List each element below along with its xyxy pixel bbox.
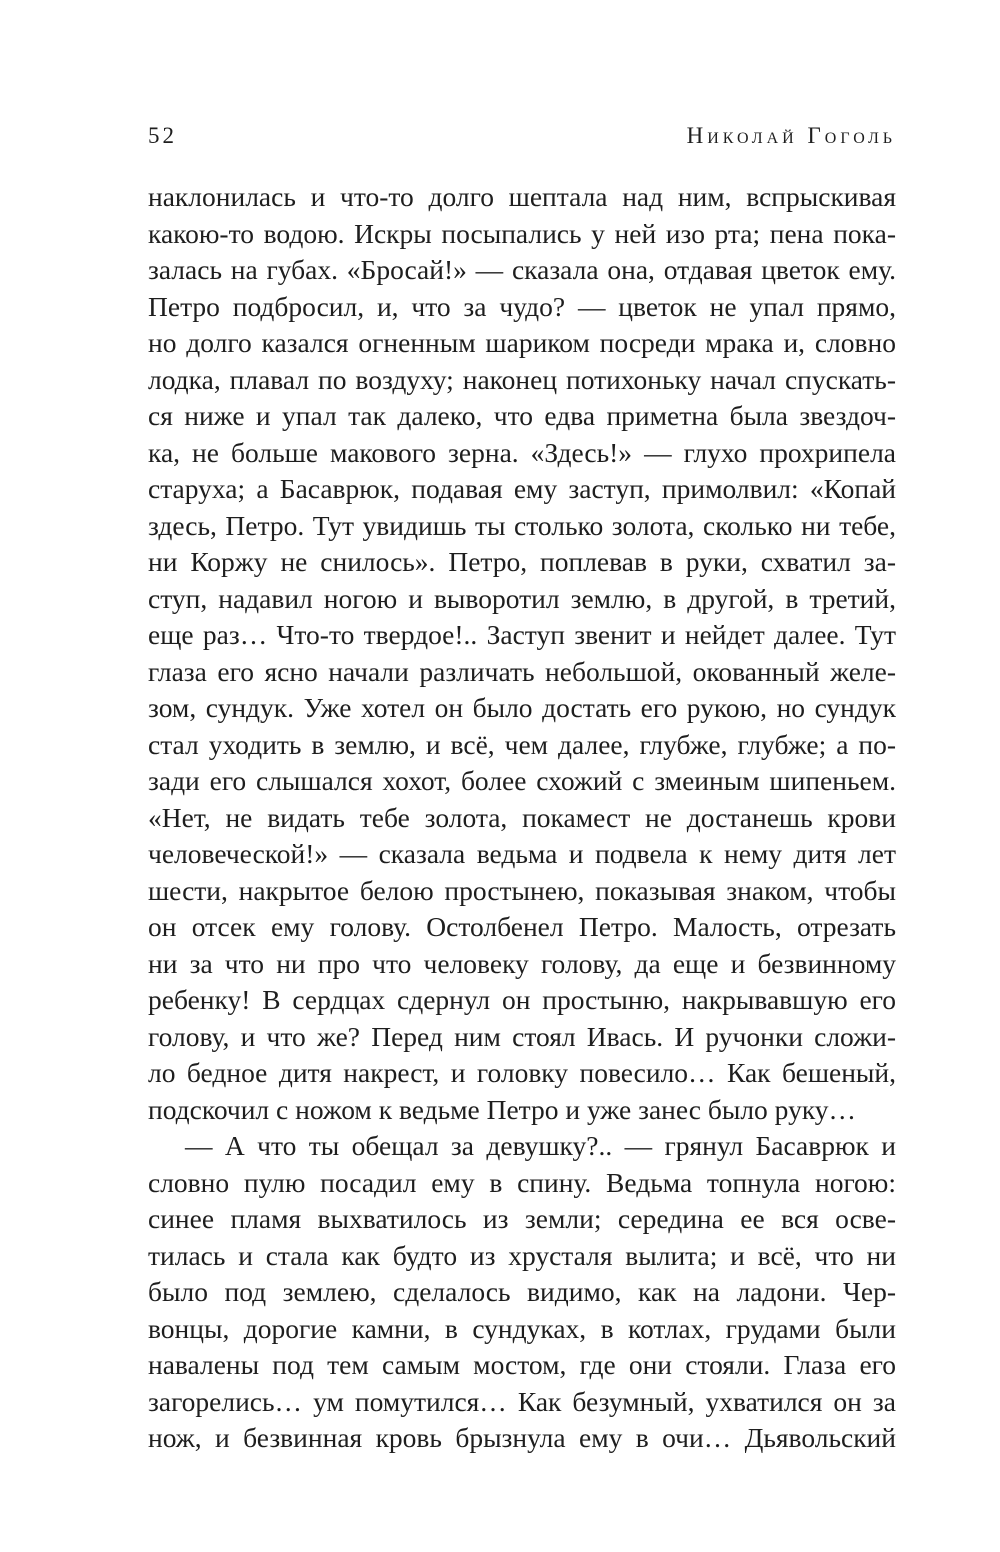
text-line: старуха; а Басаврюк, подавая ему заступ, примолвил: «Копай	[148, 473, 896, 504]
text-line: подскочил с ножом к ведьме Петро и уже занес было руку…	[148, 1093, 857, 1125]
text-line: — А что ты обещал за девушку?.. — грянул Басаврюк и	[185, 1130, 896, 1161]
text-line: ка, не больше макового зерна. «Здесь!» — глухо прохрипела	[148, 436, 896, 468]
text-line: вонцы, дорогие камни, в сундуках, в котлах, грудами были	[148, 1312, 896, 1344]
text-line: лодка, плавал по воздуху; наконец потихоньку начал спускать-	[148, 363, 896, 395]
text-line: но долго казался огненным шариком посреди мрака и, словно	[148, 327, 896, 358]
text-line: он отсек ему голову. Остолбенел Петро. Малость, отрезать	[148, 911, 896, 942]
text-line: нож, и безвинная кровь брызнула ему в очи… Дьявольский	[148, 1422, 896, 1453]
text-line: загорелись… ум помутился… Как безумный, ухватился он за	[148, 1385, 896, 1417]
running-head	[148, 118, 896, 154]
text-line: еще раз… Что-то твердое!.. Заступ звенит и нейдет далее. Тут	[148, 619, 896, 650]
text-line: словно пулю посадил ему в спину. Ведьма топнула ногою:	[148, 1166, 896, 1198]
text-line: наклонилась и что-то долго шептала над ним, вспрыскивая	[148, 181, 896, 212]
text-line: голову, и что же? Перед ним стоял Ивась. И ручонки сложи-	[148, 1020, 896, 1052]
body-text	[148, 179, 896, 1457]
text-line: человеческой!» — сказала ведьма и подвела к нему дитя лет	[148, 838, 896, 869]
page-number: 52	[148, 123, 177, 148]
text-line: было под землею, сделалось видимо, как на ладони. Чер-	[148, 1276, 896, 1307]
text-line: зом, сундук. Уже хотел он было достать его рукою, но сундук	[148, 692, 896, 723]
text-line: синее пламя выхватилось из земли; середина ее вся осве-	[148, 1203, 896, 1234]
text-line: стал уходить в землю, и всё, чем далее, глубже, глубже; а по-	[148, 728, 896, 760]
text-line: зади его слышался хохот, более схожий с змеиным шипеньем.	[148, 765, 896, 796]
text-line: «Нет, не видать тебе золота, покамест не достанешь крови	[148, 801, 896, 833]
text-line: ся ниже и упал так далеко, что едва приметна была звездоч-	[148, 400, 896, 431]
running-head-author: Николай Гоголь	[686, 123, 896, 148]
text-line: глаза его ясно начали различать небольшой, окованный желе-	[148, 655, 896, 687]
text-line: Петро подбросил, и, что за чудо? — цветок не упал прямо,	[148, 290, 896, 322]
text-line: какою-то водою. Искры посыпались у ней изо рта; пена пока-	[148, 217, 896, 249]
text-line: навалены под тем самым мостом, где они стояли. Глаза его	[148, 1349, 896, 1380]
text-line: ни Коржу не снилось». Петро, поплевав в руки, схватил за-	[148, 546, 896, 577]
text-line: ступ, надавил ногою и выворотил землю, в другой, в третий,	[148, 582, 896, 614]
text-line: ни за что ни про что человеку голову, да еще и безвинному	[148, 947, 896, 979]
text-line: тилась и стала как будто из хрусталя вылита; и всё, что ни	[148, 1239, 896, 1271]
text-line: ло бедное дитя накрест, и головку повесило… Как бешеный,	[148, 1057, 896, 1088]
text-line: здесь, Петро. Тут увидишь ты столько золота, сколько ни тебе,	[148, 509, 896, 541]
text-line: шести, накрытое белою простынею, показывая знаком, чтобы	[148, 874, 896, 906]
text-line: ребенку! В сердцах сдернул он простыню, накрывавшую его	[148, 984, 896, 1015]
text-line: залась на губах. «Бросай!» — сказала она, отдавая цветок ему.	[148, 254, 896, 285]
